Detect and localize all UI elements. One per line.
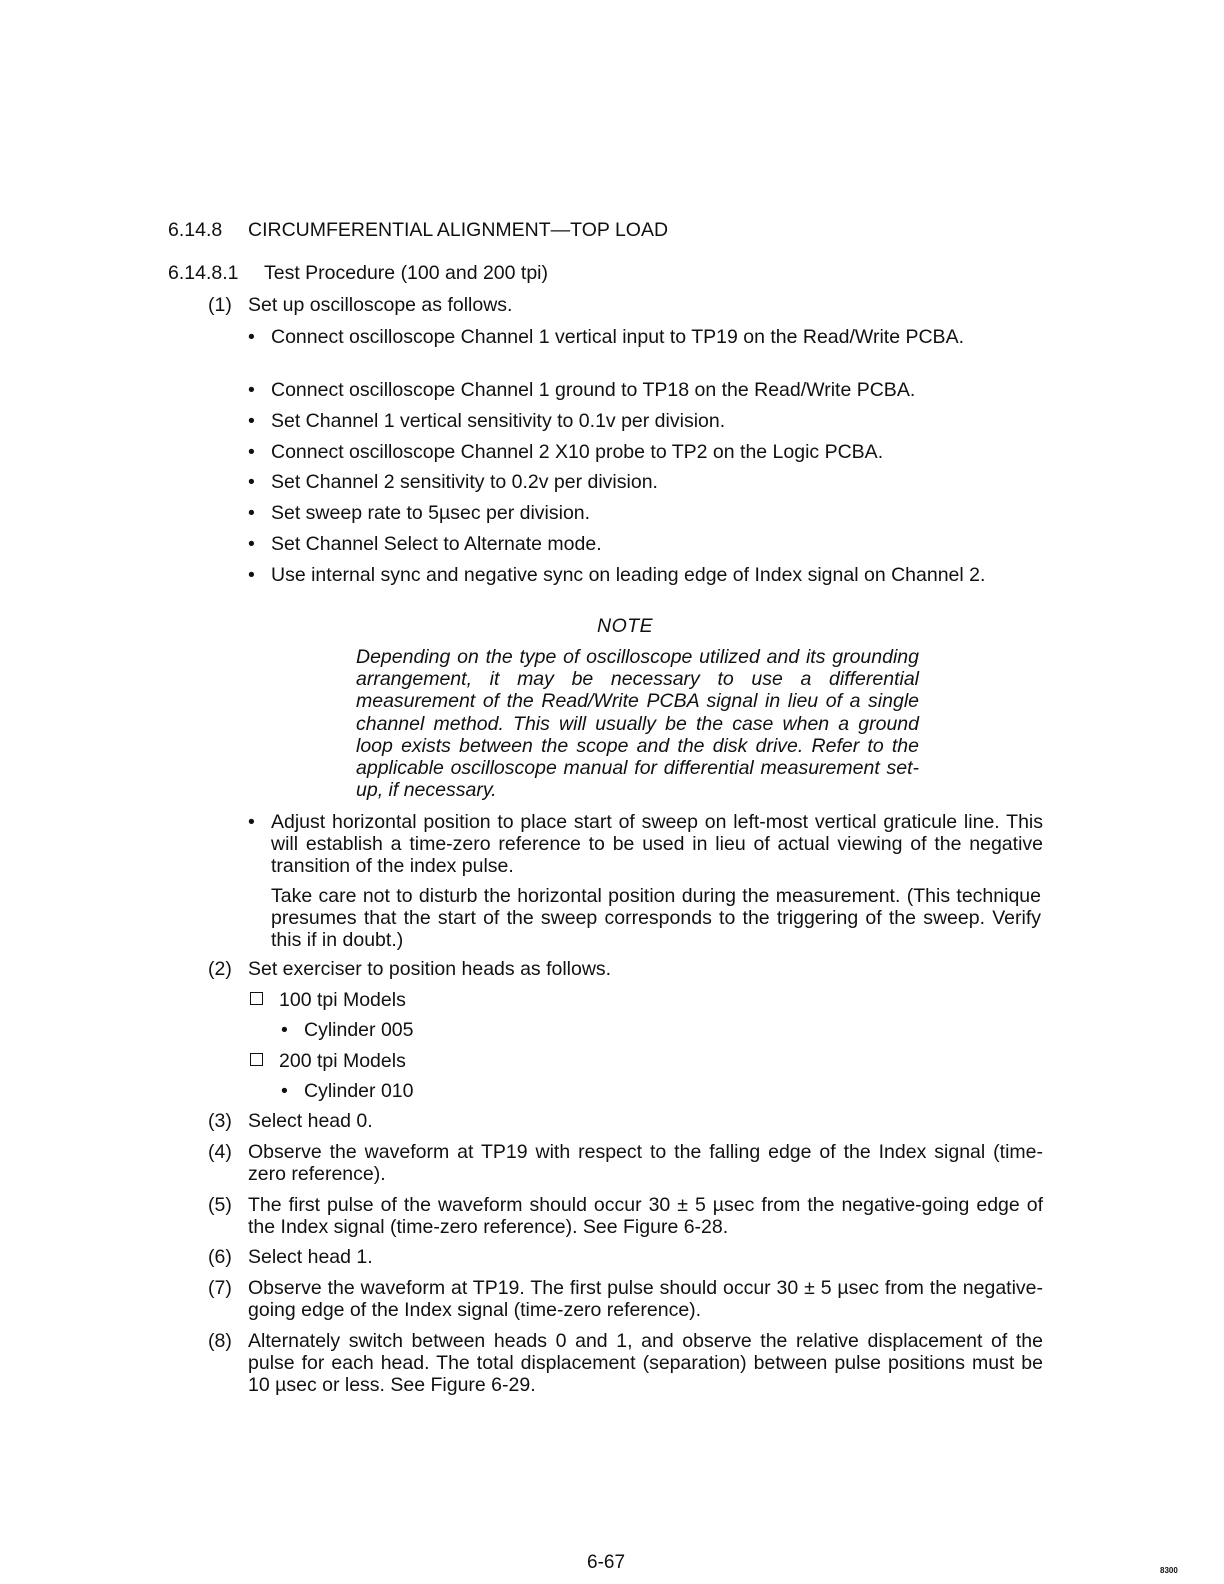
step-1-number: (1) <box>208 294 232 316</box>
step-5-number: (5) <box>208 1194 232 1216</box>
step-3-text: Select head 0. <box>248 1110 373 1132</box>
note-title: NOTE <box>597 615 654 637</box>
section-heading <box>168 219 668 241</box>
step-1-text: Set up oscilloscope as follows. <box>248 294 513 316</box>
step-1-bullet: • Connect oscilloscope Channel 1 ground to TP18 on the Read/Write PCBA. <box>248 379 916 401</box>
cylinder-item: • Cylinder 010 <box>281 1080 414 1102</box>
step-3-number: (3) <box>208 1110 232 1132</box>
model-100-tpi: 100 tpi Models <box>250 989 406 1011</box>
section-number: 6.14.8 <box>168 219 223 241</box>
step-1-bullet: • Set Channel Select to Alternate mode. <box>248 533 602 555</box>
subsection-number: 6.14.8.1 <box>168 262 239 284</box>
note-text: Depending on the type of oscilloscope utilized and its grounding arrangement, it may be necessary to use a differential measurement of the Read/Write PCBA signal in lieu of a single channel method. This will usually be the case when a ground loop exists between the scope and the disk drive. Refer to the applicable oscilloscope manual for differential measurement set-up, if necessary. <box>356 646 919 802</box>
bullet-icon: • <box>248 811 255 833</box>
section-title: CIRCUMFERENTIAL ALIGNMENT—TOP LOAD <box>248 219 669 241</box>
step-1-bullet: • Set Channel 1 vertical sensitivity to 0.1v per division. <box>248 410 726 432</box>
step-1-bullet: • Set Channel 2 sensitivity to 0.2v per division. <box>248 471 658 493</box>
bullet-icon: • <box>248 441 255 463</box>
bullet-icon: • <box>281 1080 288 1102</box>
step-6-number: (6) <box>208 1246 232 1268</box>
page-number: 6-67 <box>587 1552 626 1573</box>
cylinder-item: • Cylinder 005 <box>281 1019 414 1041</box>
step-7-text: Observe the waveform at TP19. The first pulse should occur 30 ± 5 µsec from the negative-going edge of the Index signal (time-zero reference). <box>248 1277 1043 1321</box>
step-1-bullet: • Adjust horizontal position to place start of sweep on left-most vertical graticule line. This will establish a time-zero reference to be used in lieu of actual viewing of the negative transition of the index pulse. <box>248 811 1043 877</box>
step-1-bullet: • Use internal sync and negative sync on leading edge of Index signal on Channel 2. <box>248 564 986 586</box>
bullet-icon: • <box>248 502 255 524</box>
checkbox-icon <box>250 1053 263 1066</box>
step-6-text: Select head 1. <box>248 1246 373 1268</box>
step-4-number: (4) <box>208 1141 232 1163</box>
bullet-icon: • <box>248 564 255 586</box>
step-2-number: (2) <box>208 958 232 980</box>
step-8-number: (8) <box>208 1330 232 1352</box>
model-200-tpi: 200 tpi Models <box>250 1050 406 1072</box>
bullet-icon: • <box>248 379 255 401</box>
step-1-paragraph: Take care not to disturb the horizontal position during the measurement. (This technique presumes that the start of the sweep corresponds to the triggering of the sweep. Verify this if in doubt.) <box>271 885 1041 951</box>
step-1-bullet: • Connect oscilloscope Channel 2 X10 probe to TP2 on the Logic PCBA. <box>248 441 884 463</box>
step-4-text: Observe the waveform at TP19 with respect to the falling edge of the Index signal (time-zero reference). <box>248 1141 1043 1185</box>
subsection-title: Test Procedure (100 and 200 tpi) <box>264 262 549 284</box>
bullet-icon: • <box>281 1019 288 1041</box>
bullet-icon: • <box>248 533 255 555</box>
subsection-heading <box>168 262 548 284</box>
checkbox-icon <box>250 992 263 1005</box>
step-5-text: The first pulse of the waveform should occur 30 ± 5 µsec from the negative-going edge of the Index signal (time-zero reference). See Figure 6-28. <box>248 1194 1043 1238</box>
step-2-text: Set exerciser to position heads as follows. <box>248 958 612 980</box>
step-7-number: (7) <box>208 1277 232 1299</box>
step-1-bullet: • Set sweep rate to 5µsec per division. <box>248 502 591 524</box>
step-1-bullet: • Connect oscilloscope Channel 1 vertical input to TP19 on the Read/Write PCBA. <box>248 326 964 348</box>
bullet-icon: • <box>248 410 255 432</box>
bullet-icon: • <box>248 471 255 493</box>
document-code: 8300 <box>1160 1566 1178 1575</box>
bullet-icon: • <box>248 326 255 348</box>
step-8-text: Alternately switch between heads 0 and 1, and observe the relative displacement of the pulse for each head. The total displacement (separation) between pulse positions must be 10 µsec or less. See Figure 6-29. <box>248 1330 1043 1396</box>
